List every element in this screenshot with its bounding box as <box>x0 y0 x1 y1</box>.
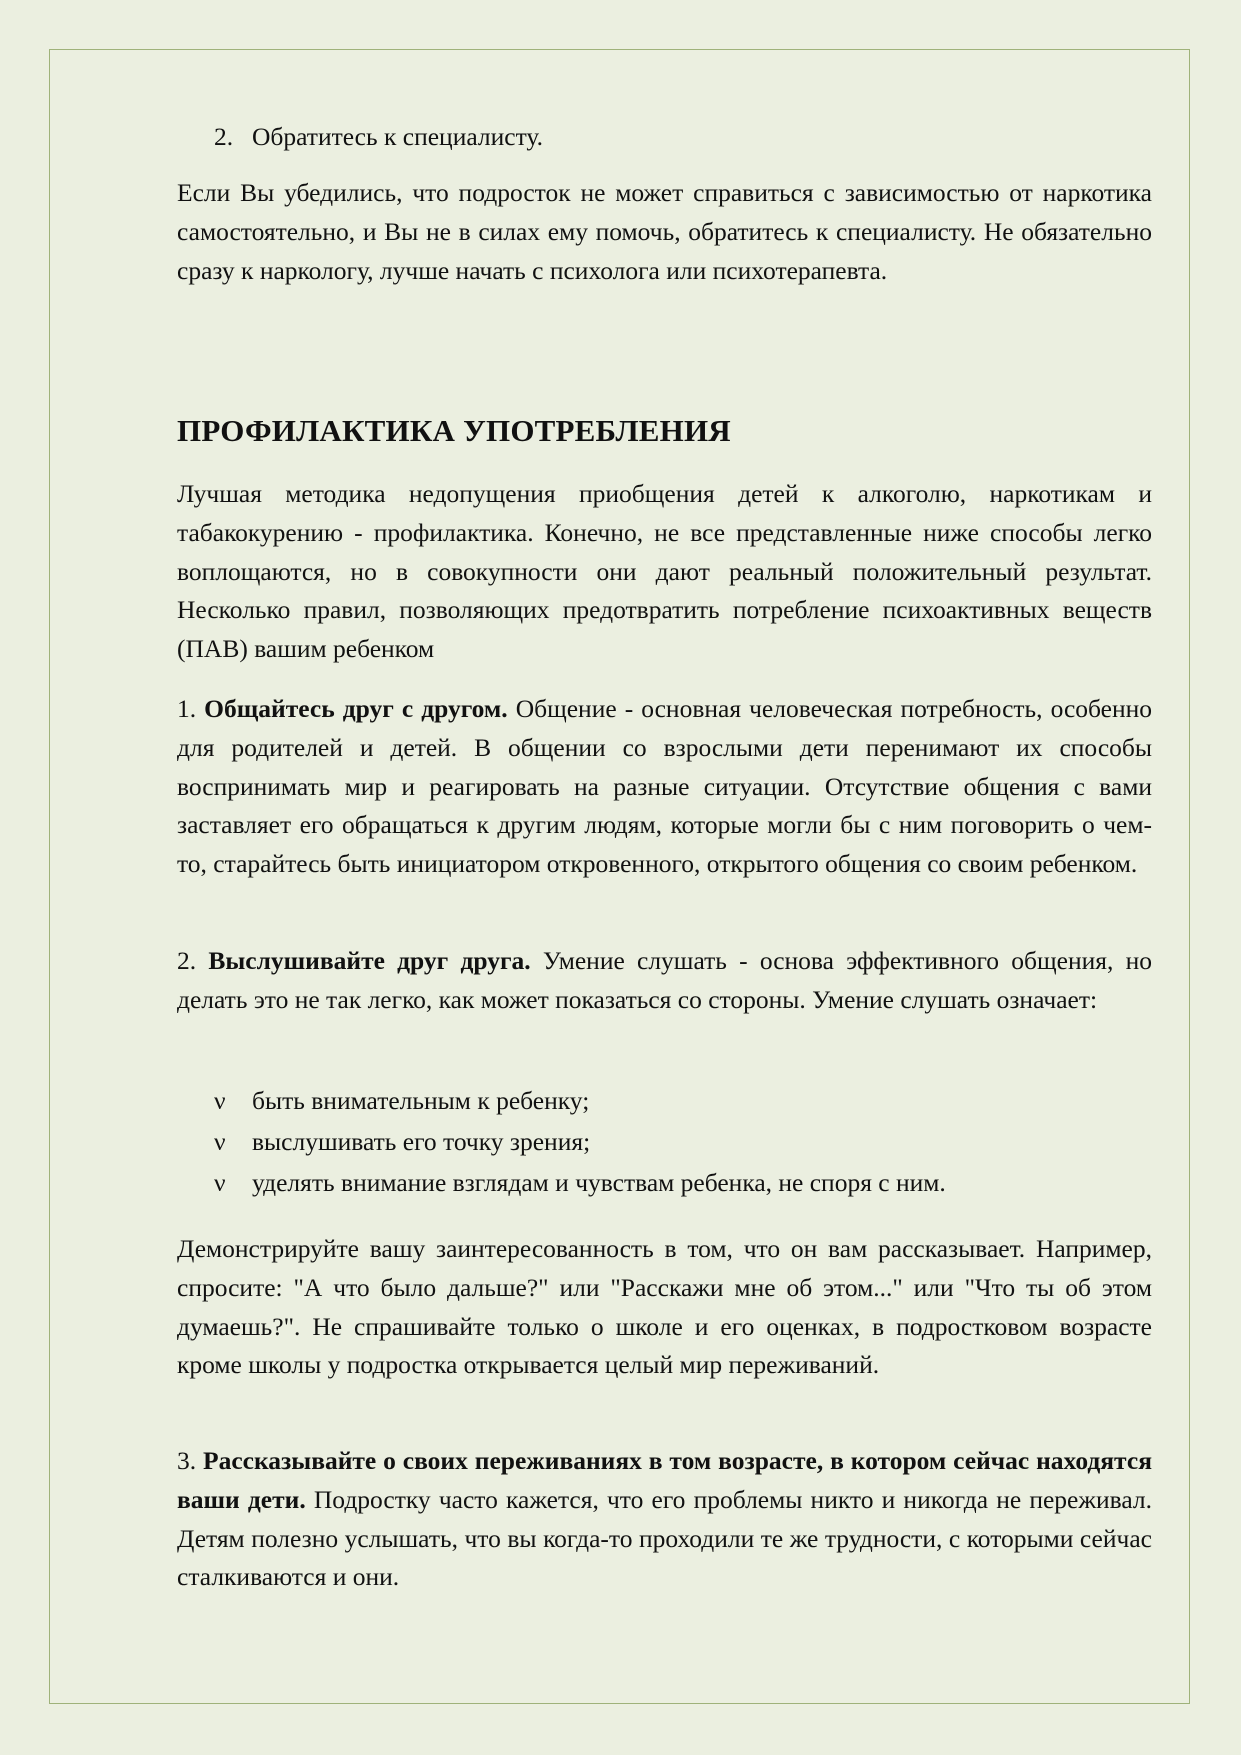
rule-1-text: Общение - основная человеческая потребность, особенно для родителей и детей. В общении со взрослыми дети перенимают их способы воспринимать мир и реагировать на разные ситуации. Отсутствие общения с вами заставляет его обращаться к другим людям, которые могли бы с ним поговорить о чем-то, старайтесь быть инициатором откровенного, открытого общения со своим ребенком. <box>177 694 1153 879</box>
list-item-text: выслушивать его точку зрения; <box>252 1127 591 1156</box>
bullet-marker: ν <box>214 1168 226 1197</box>
rule-2-title: Выслушивайте друг друга. <box>208 946 531 975</box>
rule-3-number: 3. <box>177 1446 197 1475</box>
list-item-text: быть внимательным к ребенку; <box>252 1086 590 1115</box>
rule-3-title: Рассказывайте о своих переживаниях в том возрасте, в котором сейчас находятся ваши дети. <box>177 1446 1152 1514</box>
list-item-text: уделять внимание взглядам и чувствам ребенка, не споря с ним. <box>252 1168 946 1197</box>
interest-paragraph: Демонстрируйте вашу заинтересованность в том, что он вам рассказывает. Например, спросите: "А что было дальше?" или "Расскажи мне об этом..." или "Что ты об этом думаешь?". Не спрашивайте только о школе и его оценках, в подростковом возрасте кроме школы у подростка открывается целый мир переживаний. <box>177 1234 1152 1380</box>
rule-2-number: 2. <box>177 946 197 975</box>
item-text: Обратитесь к специалисту. <box>252 122 543 151</box>
bullet-marker: ν <box>214 1086 226 1115</box>
list-item <box>214 1162 946 1203</box>
rule-2-paragraph <box>177 942 1152 1020</box>
list-item <box>214 1121 946 1162</box>
rule-1-number: 1. <box>177 694 197 723</box>
rule-1-paragraph <box>177 690 1152 884</box>
section-intro-paragraph: Лучшая методика недопущения приобщения детей к алкоголю, наркотикам и табакокурению - профилактика. Конечно, не все представленные ниже способы легко воплощаются, но в совокупности они дают реальный положительный результат. Несколько правил, позволяющих предотвратить потребление психоактивных веществ (ПАВ) вашим ребенком <box>177 479 1152 664</box>
rule-3-text: Подростку часто кажется, что его проблемы никто и никогда не переживал. Детям полезно услышать, что вы когда-то проходили те же трудности, с которыми сейчас сталкиваются и они. <box>177 1484 1152 1592</box>
rule-2-text: Умение слушать - основа эффективного общения, но делать это не так легко, как может показаться со стороны. Умение слушать означает: <box>177 946 1152 1014</box>
bullet-marker: ν <box>214 1127 226 1156</box>
intro-paragraph: Если Вы убедились, что подросток не может справиться с зависимостью от наркотика самостоятельно, и Вы не в силах ему помочь, обратитесь к специалисту. Не обязательно сразу к наркологу, лучше начать с психолога или психотерапевта. <box>177 178 1152 285</box>
item-number: 2. <box>214 122 234 151</box>
numbered-item-refer-specialist <box>214 118 543 157</box>
rule-1-title: Общайтесь друг с другом. <box>204 694 508 723</box>
section-heading: ПРОФИЛАКТИКА УПОТРЕБЛЕНИЯ <box>177 413 731 448</box>
listening-points-list <box>214 1080 946 1203</box>
list-item <box>214 1080 946 1121</box>
rule-3-paragraph <box>177 1442 1152 1597</box>
